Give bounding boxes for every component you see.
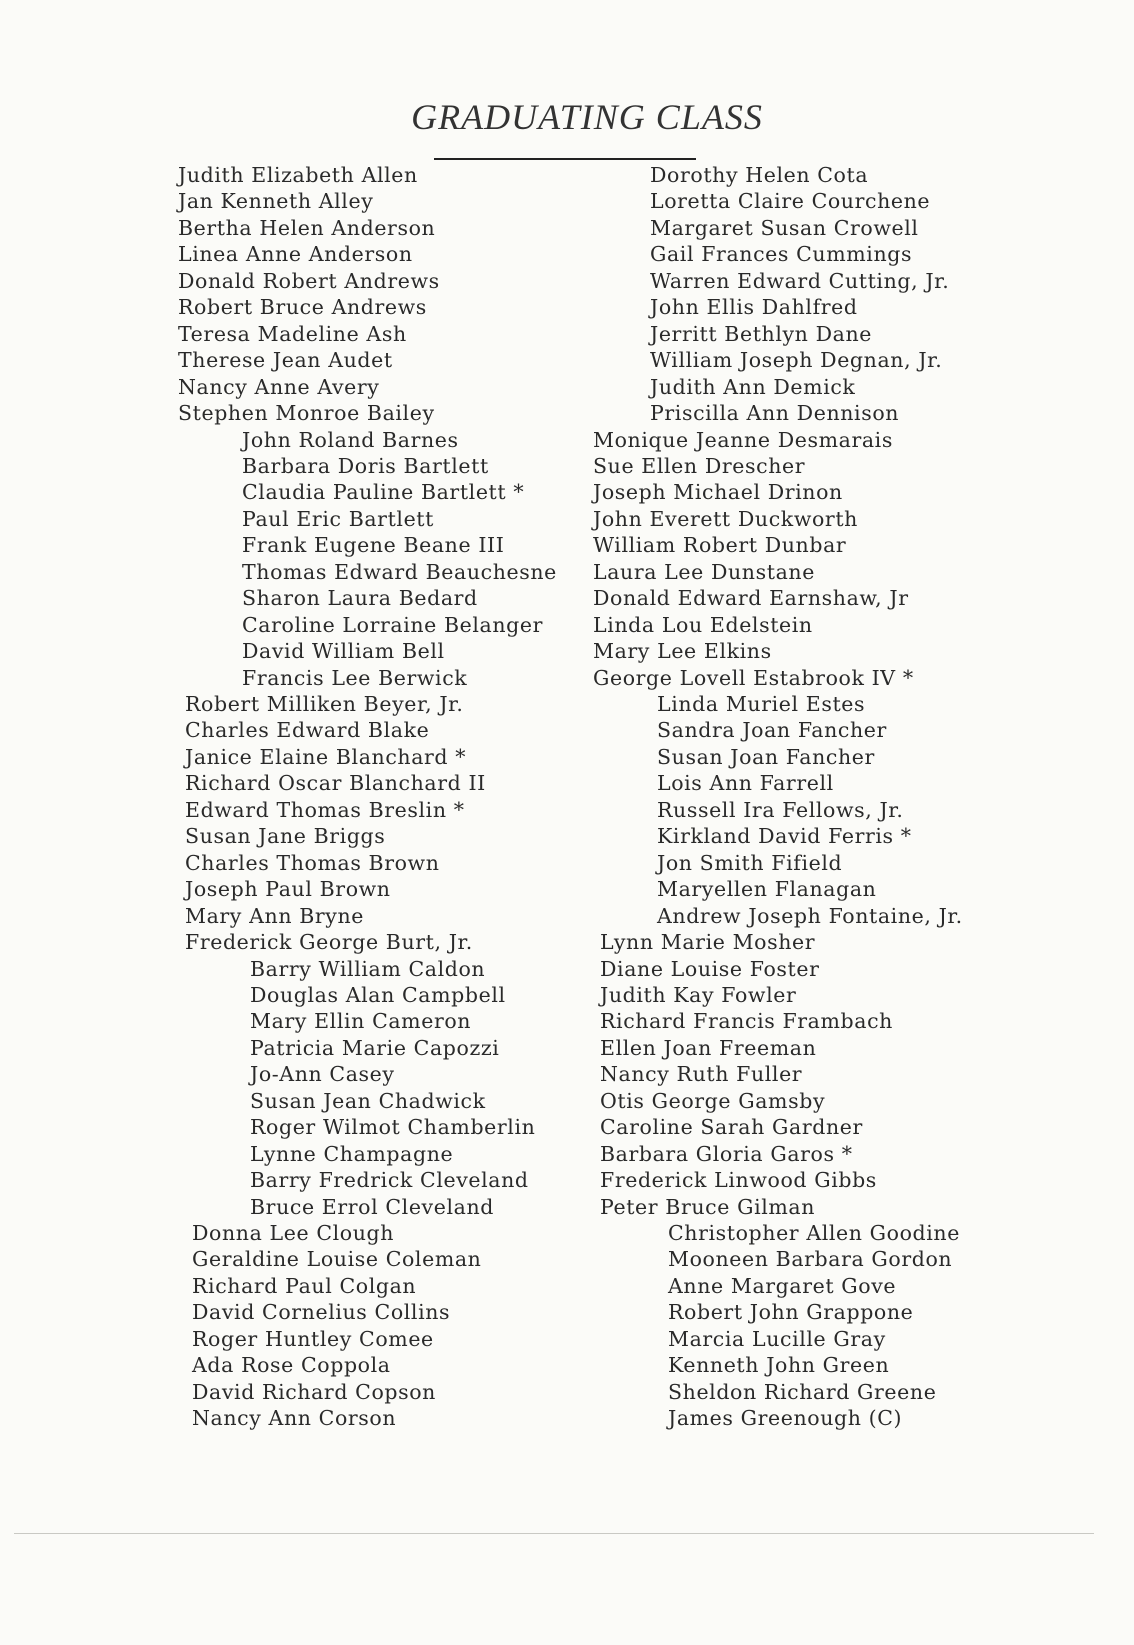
left-column-name: David Richard Copson	[192, 1380, 436, 1404]
left-column-name: Paul Eric Bartlett	[242, 507, 434, 531]
right-column-name: Nancy Ruth Fuller	[600, 1062, 803, 1086]
right-column-name: Jon Smith Fifield	[657, 851, 843, 875]
right-column-name: Caroline Sarah Gardner	[600, 1115, 863, 1139]
right-column-name: Sandra Joan Fancher	[657, 718, 887, 742]
left-column-name: Roger Wilmot Chamberlin	[250, 1115, 536, 1139]
left-column-name: Mary Ellin Cameron	[250, 1009, 472, 1033]
right-column-name: Diane Louise Foster	[600, 957, 820, 981]
left-column-name: Douglas Alan Campbell	[250, 983, 506, 1007]
right-column-name: Gail Frances Cummings	[650, 242, 913, 266]
left-column-name: Nancy Anne Avery	[178, 375, 380, 399]
right-column-name: Frederick Linwood Gibbs	[600, 1168, 877, 1192]
page-bottom-rule	[14, 1533, 1094, 1534]
right-column-name: Kenneth John Green	[668, 1353, 890, 1377]
left-column-name: Roger Huntley Comee	[192, 1327, 434, 1351]
right-column-name: Sheldon Richard Greene	[668, 1380, 937, 1404]
right-column-name: William Joseph Degnan, Jr.	[650, 348, 943, 372]
left-column-name: Judith Elizabeth Allen	[178, 163, 418, 187]
left-column-name: Caroline Lorraine Belanger	[242, 613, 544, 637]
left-column-name: Robert Milliken Beyer, Jr.	[185, 692, 464, 716]
left-column-name: Stephen Monroe Bailey	[178, 401, 435, 425]
left-column-name: Charles Edward Blake	[185, 718, 430, 742]
right-column-name: Anne Margaret Gove	[668, 1274, 897, 1298]
right-column-name: Marcia Lucille Gray	[668, 1327, 886, 1351]
right-column-name: Loretta Claire Courchene	[650, 189, 931, 213]
left-column-name: Jan Kenneth Alley	[178, 189, 374, 213]
left-column-name: Claudia Pauline Bartlett *	[242, 480, 525, 504]
left-column-name: Edward Thomas Breslin *	[185, 798, 465, 822]
left-column-name: Donna Lee Clough	[192, 1221, 395, 1245]
left-column-name: Barry William Caldon	[250, 957, 486, 981]
left-column-name: Jo-Ann Casey	[250, 1062, 395, 1086]
left-column-name: Francis Lee Berwick	[242, 666, 468, 690]
left-column-name: Joseph Paul Brown	[185, 877, 391, 901]
right-column-name: James Greenough (C)	[668, 1406, 903, 1430]
left-column-name: Patricia Marie Capozzi	[250, 1036, 500, 1060]
right-column-name: Monique Jeanne Desmarais	[593, 428, 893, 452]
right-column-name: Lois Ann Farrell	[657, 771, 834, 795]
left-column-name: Sharon Laura Bedard	[242, 586, 478, 610]
right-column-name: Maryellen Flanagan	[657, 877, 877, 901]
right-column-name: Richard Francis Frambach	[600, 1009, 893, 1033]
right-column-name: John Everett Duckworth	[593, 507, 858, 531]
left-column-name: Lynne Champagne	[250, 1142, 454, 1166]
right-column-name: Russell Ira Fellows, Jr.	[657, 798, 904, 822]
left-column-name: Teresa Madeline Ash	[178, 322, 407, 346]
right-column-name: Kirkland David Ferris *	[657, 824, 912, 848]
left-column-name: Thomas Edward Beauchesne	[242, 560, 557, 584]
right-column-name: Susan Joan Fancher	[657, 745, 875, 769]
left-column-name: Ada Rose Coppola	[192, 1353, 391, 1377]
left-column-name: Linea Anne Anderson	[178, 242, 413, 266]
right-column-name: Barbara Gloria Garos *	[600, 1142, 853, 1166]
right-column-name: Sue Ellen Drescher	[593, 454, 806, 478]
left-column-name: Frederick George Burt, Jr.	[185, 930, 473, 954]
right-column-name: Andrew Joseph Fontaine, Jr.	[657, 904, 963, 928]
left-column-name: Donald Robert Andrews	[178, 269, 440, 293]
left-column-name: Therese Jean Audet	[178, 348, 393, 372]
left-column-name: Nancy Ann Corson	[192, 1406, 397, 1430]
right-column-name: William Robert Dunbar	[593, 533, 847, 557]
left-column-name: Robert Bruce Andrews	[178, 295, 427, 319]
right-column-name: Warren Edward Cutting, Jr.	[650, 269, 950, 293]
right-column-name: Joseph Michael Drinon	[593, 480, 843, 504]
right-column-name: Otis George Gamsby	[600, 1089, 826, 1113]
left-column-name: Susan Jane Briggs	[185, 824, 386, 848]
right-column-name: Ellen Joan Freeman	[600, 1036, 817, 1060]
right-column-name: Donald Edward Earnshaw, Jr	[593, 586, 909, 610]
left-column-name: Mary Ann Bryne	[185, 904, 365, 928]
right-column-name: George Lovell Estabrook IV *	[593, 666, 914, 690]
title-underline	[434, 158, 696, 160]
left-column-name: David William Bell	[242, 639, 445, 663]
left-column-name: Geraldine Louise Coleman	[192, 1247, 482, 1271]
right-column-name: Lynn Marie Mosher	[600, 930, 816, 954]
right-column-name: Laura Lee Dunstane	[593, 560, 815, 584]
left-column-name: Janice Elaine Blanchard *	[185, 745, 467, 769]
left-column-name: Bruce Errol Cleveland	[250, 1195, 494, 1219]
page-title: GRADUATING CLASS	[411, 97, 763, 137]
right-column-name: Mary Lee Elkins	[593, 639, 772, 663]
left-column-name: Richard Paul Colgan	[192, 1274, 417, 1298]
left-column-name: Richard Oscar Blanchard II	[185, 771, 486, 795]
left-column-name: David Cornelius Collins	[192, 1300, 451, 1324]
left-column-name: Susan Jean Chadwick	[250, 1089, 486, 1113]
right-column-name: Margaret Susan Crowell	[650, 216, 919, 240]
left-column-name: Frank Eugene Beane III	[242, 533, 505, 557]
left-column-name: John Roland Barnes	[242, 428, 459, 452]
right-column-name: Linda Lou Edelstein	[593, 613, 813, 637]
right-column-name: Linda Muriel Estes	[657, 692, 866, 716]
right-column-name: Mooneen Barbara Gordon	[668, 1247, 953, 1271]
right-column-name: Christopher Allen Goodine	[668, 1221, 960, 1245]
right-column-name: Robert John Grappone	[668, 1300, 914, 1324]
right-column-name: John Ellis Dahlfred	[650, 295, 858, 319]
right-column-name: Peter Bruce Gilman	[600, 1195, 816, 1219]
left-column-name: Barry Fredrick Cleveland	[250, 1168, 529, 1192]
left-column-name: Charles Thomas Brown	[185, 851, 440, 875]
right-column-name: Judith Ann Demick	[650, 375, 856, 399]
right-column-name: Judith Kay Fowler	[600, 983, 797, 1007]
right-column-name: Jerritt Bethlyn Dane	[650, 322, 872, 346]
right-column-name: Priscilla Ann Dennison	[650, 401, 900, 425]
left-column-name: Bertha Helen Anderson	[178, 216, 436, 240]
left-column-name: Barbara Doris Bartlett	[242, 454, 489, 478]
right-column-name: Dorothy Helen Cota	[650, 163, 869, 187]
